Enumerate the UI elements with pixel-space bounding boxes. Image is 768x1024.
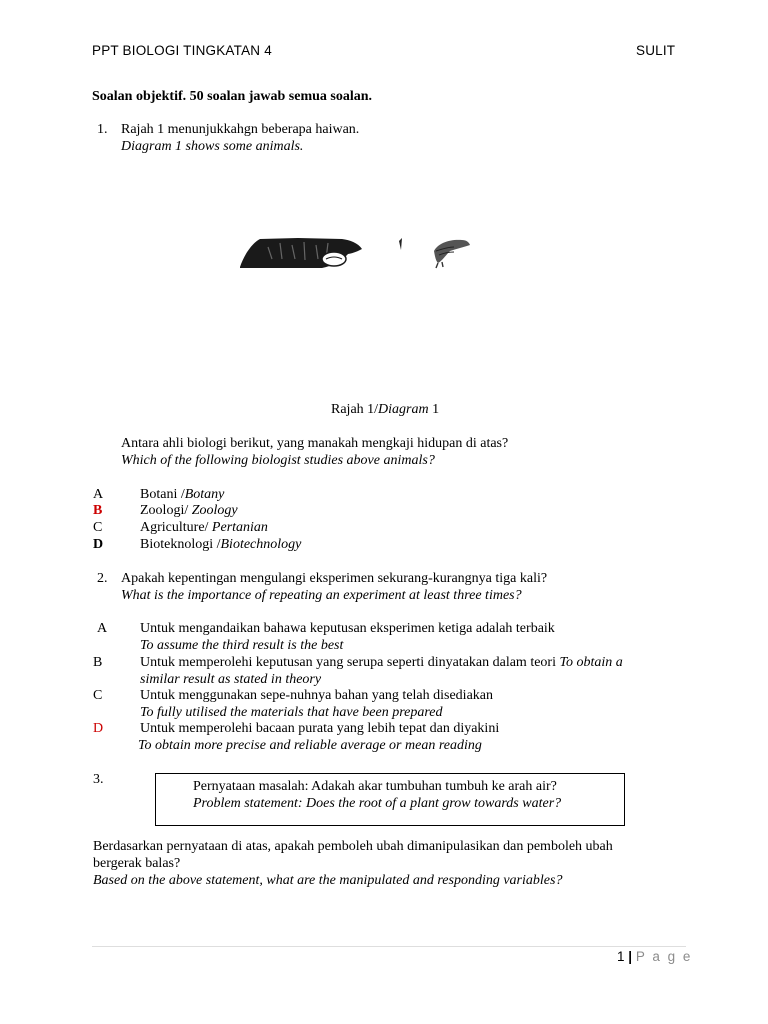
q1-prompt-en: Which of the following biologist studies above animals? — [121, 453, 435, 468]
q3-number: 3. — [93, 772, 104, 787]
q2-option-c-line1: Untuk menggunakan sepe-nuhnya bahan yang telah disediakan — [140, 688, 494, 703]
page-number: 1 — [617, 949, 625, 964]
q1-option-b: Zoologi/ Zoology — [140, 503, 238, 518]
q2-number: 2. — [97, 571, 108, 586]
page-header-title: PPT BIOLOGI TINGKATAN 4 — [92, 43, 272, 58]
q2-option-c-letter: C — [93, 688, 103, 703]
q2-option-c-line2: To fully utilised the materials that have been prepared — [140, 705, 443, 720]
q2-option-a-letter: A — [97, 621, 108, 636]
q1-option-d: Bioteknologi /Biotechnology — [140, 537, 302, 552]
problem-statement-en: Problem statement: Does the root of a plant grow towards water? — [193, 796, 562, 811]
instructions-heading: Soalan objektif. 50 soalan jawab semua soalan. — [92, 89, 373, 104]
q1-option-c-letter: C — [93, 520, 103, 535]
animal-2-figure — [399, 238, 402, 250]
q2-option-b-line2: similar result as stated in theory — [140, 672, 322, 687]
q1-number: 1. — [97, 122, 108, 137]
q1-option-a-letter: A — [93, 487, 104, 502]
page-header-classification: SULIT — [636, 43, 676, 58]
q3-text-ms-line2: bergerak balas? — [93, 856, 181, 871]
q2-option-d-line2: To obtain more precise and reliable average or mean reading — [138, 738, 482, 753]
q1-option-b-letter: B — [93, 503, 103, 518]
q2-option-a-line2: To assume the third result is the best — [140, 638, 344, 653]
q2-option-a-line1: Untuk mengandaikan bahawa keputusan eksperimen ketiga adalah terbaik — [140, 621, 555, 636]
q1-option-a: Botani /Botany — [140, 487, 225, 502]
page-separator: | — [628, 949, 633, 964]
q2-text-ms: Apakah kepentingan mengulangi eksperimen sekurang-kurangnya tiga kali? — [121, 571, 548, 586]
diagram-1-caption: Rajah 1/Diagram 1 — [331, 402, 440, 417]
q2-option-d-letter: D — [93, 721, 104, 736]
q3-text-en: Based on the above statement, what are the manipulated and responding variables? — [93, 873, 563, 888]
q1-option-d-letter: D — [93, 537, 104, 552]
diagram-1-animals-image — [238, 237, 478, 269]
animal-3-figure — [434, 240, 470, 268]
q2-option-b-line1: Untuk memperolehi keputusan yang serupa seperti dinyatakan dalam teori To obtain a — [140, 655, 623, 670]
q2-option-d-line1: Untuk memperolehi bacaan purata yang lebih tepat dan diyakini — [140, 721, 500, 736]
q2-option-b-letter: B — [93, 655, 103, 670]
page-label: P a g e — [635, 949, 693, 964]
footer-divider — [92, 946, 686, 947]
q3-text-ms-line1: Berdasarkan pernyataan di atas, apakah pemboleh ubah dimanipulasikan dan pemboleh ubah — [93, 839, 613, 854]
animal-1-figure — [240, 238, 362, 268]
q1-text-ms: Rajah 1 menunjukkahgn beberapa haiwan. — [121, 122, 360, 137]
page-footer — [617, 949, 692, 964]
problem-statement-ms: Pernyataan masalah: Adakah akar tumbuhan tumbuh ke arah air? — [193, 779, 557, 794]
q2-text-en: What is the importance of repeating an experiment at least three times? — [121, 588, 522, 603]
q1-prompt-ms: Antara ahli biologi berikut, yang manakah mengkaji hidupan di atas? — [121, 436, 509, 451]
q1-option-c: Agriculture/ Pertanian — [140, 520, 268, 535]
q1-text-en: Diagram 1 shows some animals. — [121, 139, 304, 154]
